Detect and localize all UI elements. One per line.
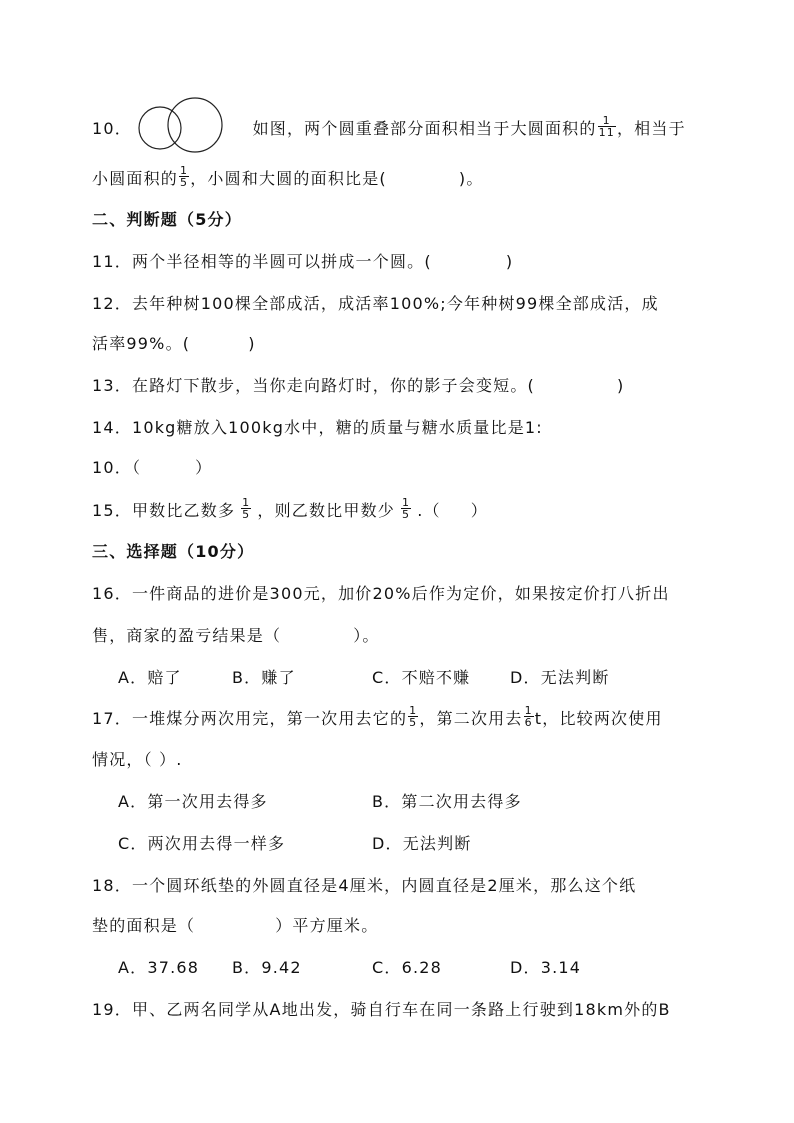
q19-line1: 19．甲、乙两名同学从A地出发，骑自行车在同一条路上行驶到18km外的B	[92, 1000, 671, 1019]
q10-number: 10．	[92, 119, 132, 138]
overlapping-circles-figure	[136, 96, 228, 154]
q17-option-b[interactable]: B．第二次用去得多	[372, 792, 522, 811]
section-heading-judgment: 二、判断题（5分）	[92, 210, 242, 229]
q17-option-d[interactable]: D．无法判断	[372, 834, 472, 853]
q18-option-d[interactable]: D．3.14	[510, 958, 582, 977]
q11: 11．两个半径相等的半圆可以拼成一个圆。( )	[92, 252, 514, 271]
q12-line1: 12．去年种树100棵全部成活，成活率100%;今年种树99棵全部成活，成	[92, 294, 659, 313]
q16-line2: 售，商家的盈亏结果是（ ）。	[92, 626, 380, 645]
q18-option-a[interactable]: A．37.68	[118, 958, 200, 977]
q13: 13．在路灯下散步，当你走向路灯时，你的影子会变短。( )	[92, 376, 625, 395]
q10-line2: 小圆面积的 $\frac{1}{5}$ ，小圆和大圆的面积比是( )。	[92, 164, 484, 189]
q18-line1: 18．一个圆环纸垫的外圆直径是4厘米，内圆直径是2厘米，那么这个纸	[92, 876, 637, 895]
q14-line1: 14．10kg糖放入100kg水中，糖的质量与糖水质量比是1:	[92, 418, 543, 437]
fraction-1-5: $\frac{1}{5}$	[242, 496, 251, 521]
q16-option-c[interactable]: C．不赔不赚	[372, 668, 471, 687]
q14-line2: 10．（ ）	[92, 458, 213, 477]
q12-line2: 活率99%。( )	[92, 334, 256, 353]
q16-option-d[interactable]: D．无法判断	[510, 668, 610, 687]
q17-option-c[interactable]: C．两次用去得一样多	[118, 834, 286, 853]
q18-option-c[interactable]: C．6.28	[372, 958, 442, 977]
fraction-1-5: $\frac{1}{5}$	[401, 496, 411, 521]
section-heading-choice: 三、选择题（10分）	[92, 542, 255, 561]
fraction-1-5: $\frac{1}{5}$	[180, 164, 189, 189]
fraction-1-11: $\frac{1}{11}$	[598, 114, 615, 139]
q17-option-a[interactable]: A．第一次用去得多	[118, 792, 268, 811]
q18-option-b[interactable]: B．9.42	[232, 958, 302, 977]
q16-line1: 16．一件商品的进价是300元，加价20%后作为定价，如果按定价打八折出	[92, 584, 670, 603]
q18-line2: 垫的面积是（ ）平方厘米。	[92, 916, 379, 935]
q16-option-b[interactable]: B．赚了	[232, 668, 296, 687]
q15: 15．甲数比乙数多 $\frac{1}{5}$ ，则乙数比甲数少 $\frac{1}{5}$ .（ ）	[92, 496, 488, 521]
q16-option-a[interactable]: A．赔了	[118, 668, 182, 687]
q10-text-part2: ，相当于	[616, 119, 686, 138]
large-circle	[168, 98, 222, 152]
q10-text-part1: 如图，两个圆重叠部分面积相当于大圆面积的	[252, 119, 597, 138]
q17-line2: 情况，（ ）.	[92, 750, 183, 769]
fraction-1-5: $\frac{1}{5}$	[409, 704, 418, 729]
fraction-1-6: $\frac{1}{6}$	[524, 704, 533, 729]
q17-line1: 17．一堆煤分两次用完，第一次用去它的 $\frac{1}{5}$ ，第二次用去 $\frac{1}{6}$ t，比较两次使用	[92, 704, 663, 729]
